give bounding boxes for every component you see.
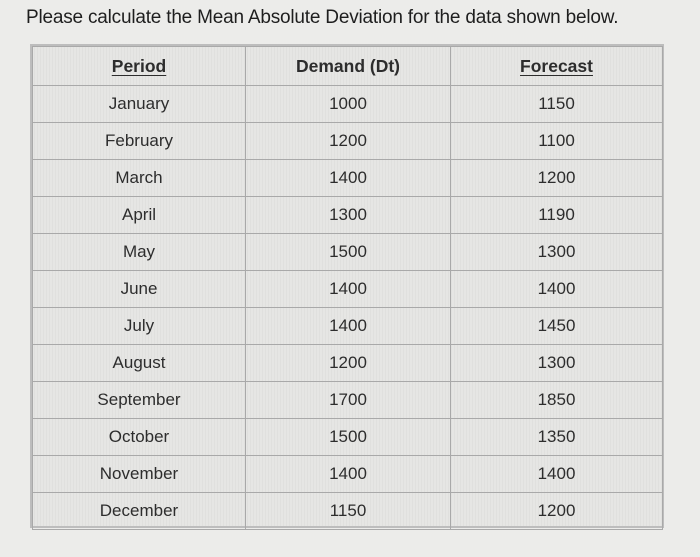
- table-row: [33, 308, 663, 345]
- period-cell: August: [33, 345, 246, 382]
- forecast-cell: 1850: [451, 382, 663, 419]
- table-row: [33, 86, 663, 123]
- table-row: [33, 345, 663, 382]
- period-cell: November: [33, 456, 246, 493]
- period-cell: May: [33, 234, 246, 271]
- question-prompt: Please calculate the Mean Absolute Deviation for the data shown below.: [26, 7, 619, 28]
- forecast-cell: 1200: [451, 493, 663, 530]
- table-row: [33, 123, 663, 160]
- forecast-cell: 1400: [451, 456, 663, 493]
- demand-cell: 1500: [246, 419, 451, 456]
- header-period: Period: [33, 47, 246, 86]
- table-row: [33, 197, 663, 234]
- demand-cell: 1200: [246, 123, 451, 160]
- period-cell: February: [33, 123, 246, 160]
- forecast-cell: 1400: [451, 271, 663, 308]
- demand-cell: 1300: [246, 197, 451, 234]
- forecast-cell: 1450: [451, 308, 663, 345]
- demand-cell: 1400: [246, 456, 451, 493]
- forecast-cell: 1150: [451, 86, 663, 123]
- header-demand: Demand (Dt): [246, 47, 451, 86]
- data-table: [32, 46, 663, 530]
- forecast-cell: 1100: [451, 123, 663, 160]
- period-cell: October: [33, 419, 246, 456]
- table-row: [33, 160, 663, 197]
- demand-forecast-table: [30, 44, 664, 528]
- forecast-cell: 1350: [451, 419, 663, 456]
- demand-cell: 1400: [246, 160, 451, 197]
- demand-cell: 1000: [246, 86, 451, 123]
- forecast-cell: 1200: [451, 160, 663, 197]
- forecast-cell: 1300: [451, 234, 663, 271]
- table-row: [33, 271, 663, 308]
- table-row: [33, 493, 663, 530]
- period-cell: April: [33, 197, 246, 234]
- forecast-cell: 1190: [451, 197, 663, 234]
- table-row: [33, 382, 663, 419]
- demand-cell: 1400: [246, 308, 451, 345]
- period-cell: December: [33, 493, 246, 530]
- period-cell: January: [33, 86, 246, 123]
- demand-cell: 1200: [246, 345, 451, 382]
- demand-cell: 1400: [246, 271, 451, 308]
- period-cell: July: [33, 308, 246, 345]
- demand-cell: 1150: [246, 493, 451, 530]
- period-cell: March: [33, 160, 246, 197]
- forecast-cell: 1300: [451, 345, 663, 382]
- demand-cell: 1500: [246, 234, 451, 271]
- table-row: [33, 234, 663, 271]
- demand-cell: 1700: [246, 382, 451, 419]
- table-row: [33, 419, 663, 456]
- table-row: [33, 456, 663, 493]
- period-cell: June: [33, 271, 246, 308]
- header-forecast: Forecast: [451, 47, 663, 86]
- table-header-row: [33, 47, 663, 86]
- period-cell: September: [33, 382, 246, 419]
